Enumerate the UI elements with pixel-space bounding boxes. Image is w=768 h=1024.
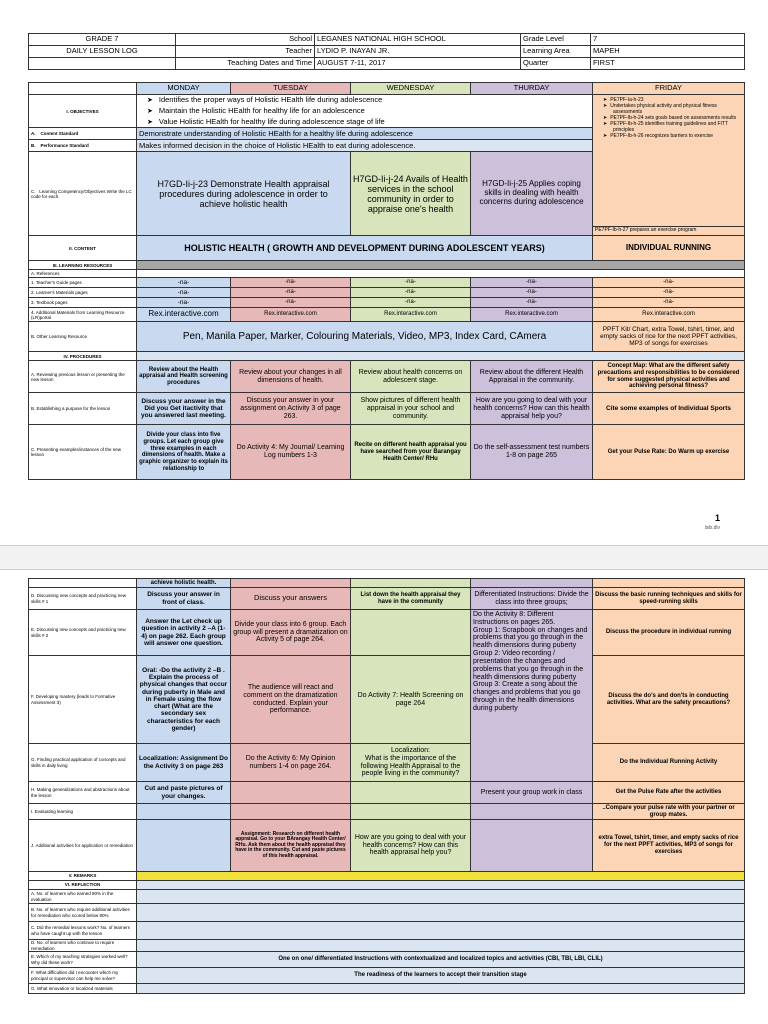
- performance-standard-text: Makes informed decision in the choice of Holistic HEalth to eat during adolescence.: [137, 140, 593, 152]
- header-title-line2: DAILY LESSON LOG: [29, 46, 176, 58]
- quarter-value: FIRST: [591, 58, 745, 70]
- resource-cell: -na-: [593, 288, 745, 298]
- objective-item: ➤ Maintain the Holistic HEalth for healthy life for an adolescence: [147, 106, 590, 117]
- procedure-b-label: B. Establishing a purpose for the lesson: [29, 393, 137, 425]
- procedure-g-friday: Do the Individual Running Activity: [593, 744, 745, 782]
- lesson-table-page2: [28, 578, 745, 994]
- competency-wednesday: H7GD-Ii-j-24 Avails of Health services in the school community in order to appraise one's health: [351, 152, 471, 236]
- objectives-list: [137, 95, 593, 128]
- procedure-h-thursday: Present your group work in class: [471, 782, 593, 804]
- other-resource-friday: PPFT Kit/ Chart, extra Towel, tshirt, timer, and empty sacks of rice for the next PPFT activities, MP3 of songs for exercises: [593, 322, 745, 352]
- content-main: HOLISTIC HEALTH ( GROWTH AND DEVELOPMENT DURING ADOLESCENT YEARS): [137, 236, 593, 261]
- other-resource-label: B. Other Learning Resource: [29, 322, 137, 352]
- procedure-g-wednesday: Localization: What is the importance of the following Health Appraisal to the people living in the community?: [351, 744, 471, 782]
- procedure-j-tuesday: Assignment: Research on different health appraisal. Go to your BArangay Health Center/ RHu. Ask them about the health appraisal they have in the community. Cut and paste pictures of this health appraisal.: [231, 820, 351, 872]
- procedure-f-wednesday: Do Activity 7: Health Screening on page 264: [351, 656, 471, 744]
- procedure-a-wednesday: Review about health concerns on adolescent stage.: [351, 361, 471, 393]
- objective-item: ➤ Value Holistic HEalth for healthy life during adolescence stage of life: [147, 117, 590, 128]
- procedure-d-tuesday: Discuss your answers: [231, 588, 351, 610]
- remarks-label: V. REMARKS: [29, 872, 137, 881]
- procedure-h-monday: Cut and paste pictures of your changes.: [137, 782, 231, 804]
- area-label: Learning Area: [521, 46, 591, 58]
- reflection-row-label: G. What innovation or localized materials: [29, 984, 137, 994]
- procedure-b-wednesday: Show pictures of different health appraisal in your school and community.: [351, 393, 471, 425]
- dates-value: AUGUST 7-11, 2017: [315, 58, 521, 70]
- procedure-a-friday: Concept Map: What are the different safety precautions and responsibilities to be considered for some suggested physical activities and achieving personal fitness?: [593, 361, 745, 393]
- dates-label: Teaching Dates and Time: [176, 58, 315, 70]
- reflection-row-label: A. No. of learners who earned 80% in the evaluation: [29, 890, 137, 904]
- resource-link-cell: Rex.interactive.com: [593, 308, 745, 322]
- resource-cell: -na-: [231, 288, 351, 298]
- procedure-i-friday: ..Compare your pulse rate with your partner or group mates.: [593, 804, 745, 820]
- competency-label: C. Learning Competency/Objectives Write the LC code for each.: [29, 152, 137, 236]
- procedure-e-label: E. Discussing new concepts and practicing new skills # 2: [29, 610, 137, 656]
- procedure-thursday-group-activity: Do the Activity 8: Different Instructions on pages 265. Group 1: Scrapbook on changes and problems that you go through in the health dimensions during puberty Group 2: Video recording / presentation the changes and problems that you go through in the health dimensions during puberty Group 3: Create a song about the changes and problems that you go through in the health dimensions during puberty: [471, 610, 593, 782]
- procedure-f-label: F. Developing mastery (leads to Formative Assessment 3): [29, 656, 137, 744]
- procedure-d-wednesday: List down the health appraisal they have in the community: [351, 588, 471, 610]
- resource-cell: -na-: [593, 298, 745, 308]
- content-label: II. CONTENT: [29, 236, 137, 261]
- page-footer-note: lsib.dlv: [704, 525, 720, 531]
- procedure-a-thursday: Review about the different Health Appraisal in the community.: [471, 361, 593, 393]
- procedure-j-friday: extra Towel, tshirt, timer, and empty sacks of rice for the next PPFT activities, MP3 of songs for exercises: [593, 820, 745, 872]
- procedure-e-friday: Discuss the procedure in individual running: [593, 610, 745, 656]
- reflection-row-label: D. No. of learners who continue to require remediation: [29, 940, 137, 952]
- resource-cell: -na-: [471, 278, 593, 288]
- procedure-g-label: G. Finding practical application of concepts and skills in daily living: [29, 744, 137, 782]
- day-header-thursday: THURDAY: [471, 83, 593, 95]
- resource-row-label: 4. Additional Materials from Learning Resource (LR)portal: [29, 308, 137, 322]
- procedure-b-monday: Discuss your answer in the Did you Get itactivity that you answered last meeting.: [137, 393, 231, 425]
- procedure-d-label: D. Discussing new concepts and practicing new skills # 1: [29, 588, 137, 610]
- procedure-c-wednesday: Recite on different health appraisal you have searched from your Barangay Health Center/ RHu: [351, 425, 471, 480]
- references-label: A. References: [29, 270, 137, 278]
- reflection-row-label: E. Which of my teaching strategies worked well? Why did these work?: [29, 952, 137, 968]
- friday-objective-item: ➤ PE7PF-Ia-h-23: [603, 97, 742, 103]
- resource-cell: -na-: [137, 288, 231, 298]
- competency-monday-tuesday: H7GD-Ii-j-23 Demonstrate Health appraisal procedures during adolescence in order to achieve holistic health: [137, 152, 351, 236]
- competency-thursday: H7GD-Ii-j-25 Applies coping skills in dealing with health concerns during adolescence: [471, 152, 593, 236]
- resources-label: III. LEARNING RESOURCES: [29, 261, 137, 270]
- procedures-label: IV. PROCEDURES: [29, 352, 137, 361]
- procedure-c-monday: Divide your class into five groups. Let each group give three examples in each dimensions of health. Make a graphic organizer to explain its relationship to: [137, 425, 231, 480]
- reflection-row-label: B. No. of learners who require additional activities for remediation who scored below 80%: [29, 904, 137, 922]
- school-value: LEGANES NATIONAL HIGH SCHOOL: [315, 34, 521, 46]
- content-friday: INDIVIDUAL RUNNING: [593, 236, 745, 261]
- procedure-f-tuesday: The audience will react and comment on the dramatization conducted. Explain your performance.: [231, 656, 351, 744]
- procedure-b-tuesday: Discuss your answer in your assignment on Activity 3 of page 263.: [231, 393, 351, 425]
- area-value: MAPEH: [591, 46, 745, 58]
- procedure-a-tuesday: Review about your changes in all dimensions of health.: [231, 361, 351, 393]
- other-resource-main: Pen, Manila Paper, Marker, Colouring Materials, Video, MP3, Index Card, CAmera: [137, 322, 593, 352]
- day-header-friday: FRIDAY: [593, 83, 745, 95]
- resource-link-cell: Rex.interactive.com: [137, 308, 231, 322]
- procedure-e-tuesday: Divide your class into 6 group. Each group will present a dramatization on Activity 5 of page 264.: [231, 610, 351, 656]
- procedure-h-friday: Get the Pulse Rate after the activities: [593, 782, 745, 804]
- school-label: School: [176, 34, 315, 46]
- procedure-j-label: J. Additional activities for application or remediation: [29, 820, 137, 872]
- resource-cell: -na-: [231, 278, 351, 288]
- procedure-c-label: C. Presenting examples/instances of the new lesson: [29, 425, 137, 480]
- performance-standard-label: B. Performance Standard: [29, 140, 137, 152]
- resource-link-cell: Rex.interactive.com: [471, 308, 593, 322]
- procedure-d-monday: Discuss your answer in front of class.: [137, 588, 231, 610]
- lesson-table-page1: [28, 82, 745, 480]
- procedure-a-monday: Review about the Health appraisal and Health screening procedures: [137, 361, 231, 393]
- page-number: 1: [714, 513, 720, 523]
- grade-label: Grade Level: [521, 34, 591, 46]
- grade-value: 7: [591, 34, 745, 46]
- content-standard-label: A. Content Standard: [29, 128, 137, 140]
- procedure-c-thursday: Do the self-assessment test numbers 1-8 on page 265: [471, 425, 593, 480]
- procedure-c-friday: Get your Pulse Rate: Do Warm up exercise: [593, 425, 745, 480]
- friday-objective-item: ➤ Undertakes physical activity and physical fitness assessments: [603, 103, 742, 115]
- procedure-d-thursday: Differentiated Instructions: Divide the class into three groups;: [471, 588, 593, 610]
- day-header-tuesday: TUESDAY: [231, 83, 351, 95]
- procedure-f-monday: Oral: -Do the activity 2 –B . Explain the process of physical changes that occur during puberty in Male and in Female using the flow chart (What are the secondary sex characteristics for each gender): [137, 656, 231, 744]
- day-header-wednesday: WEDNESDAY: [351, 83, 471, 95]
- objective-item: ➤ Identifies the proper ways of Holistic HEalth life during adolescence: [147, 95, 590, 106]
- procedure-b-thursday: How are you going to deal with your health concerns? How can this health appraisal help you?: [471, 393, 593, 425]
- resource-cell: -na-: [351, 298, 471, 308]
- resource-cell: -na-: [351, 278, 471, 288]
- resource-row-label: 1. Teacher's Guide pages: [29, 278, 137, 288]
- resource-cell: -na-: [231, 298, 351, 308]
- procedure-g-monday: Localization: Assignment Do the Activity 3 on page 263: [137, 744, 231, 782]
- resource-cell: -na-: [593, 278, 745, 288]
- reflection-row-label: F. What difficulties did I encounter which my principal or supervisor can help me solve?: [29, 968, 137, 984]
- friday-objectives: [593, 95, 745, 227]
- resource-cell: -na-: [471, 288, 593, 298]
- procedure-i-label: I. Evaluating learning: [29, 804, 137, 820]
- resource-cell: -na-: [351, 288, 471, 298]
- teacher-value: LYDIO P. INAYAN JR.: [315, 46, 521, 58]
- day-header-monday: MONDAY: [137, 83, 231, 95]
- content-standard-text: Demonstrate understanding of Holistic HEalth for a healthy life during adolescence: [137, 128, 593, 140]
- resource-row-label: 2. Learner's Materials pages: [29, 288, 137, 298]
- objectives-label: I. OBJECTIVES: [29, 95, 137, 128]
- reflection-label: VI. REFLECTION: [29, 881, 137, 890]
- resource-link-cell: Rex.interactive.com: [351, 308, 471, 322]
- friday-objective-item: ➤ PE7PF-Ib-h-26 recognizes barriers to exercise: [603, 133, 742, 139]
- resource-cell: -na-: [137, 298, 231, 308]
- procedure-e-monday: Answer the Let check up question in activity 2 –A (1-4) on page 262. Each group will answer one question.: [137, 610, 231, 656]
- resource-cell: -na-: [471, 298, 593, 308]
- resource-row-label: 3. Textbook pages: [29, 298, 137, 308]
- reflection-difficulties: The readiness of the learners to accept their transition stage: [137, 968, 745, 984]
- reflection-row-label: C. Did the remedial lessons work? No. of learners who have caught up with the lesson: [29, 922, 137, 940]
- reflection-strategies: One on one/ differentiated Instructions with contextualized and localized topics and activities (CBI, TBI, LBI, CLIL): [137, 952, 745, 968]
- procedure-g-tuesday: Do the Activity 6: My Opinion numbers 1-4 on page 264.: [231, 744, 351, 782]
- procedure-f-friday: Discuss the do's and don'ts in conducting activities. What are the safety precautions?: [593, 656, 745, 744]
- friday-objective-item: ➤ PE7PF-Ib-h-25 identifies training guidelines and FITT principles: [603, 121, 742, 133]
- quarter-label: Quarter: [521, 58, 591, 70]
- competency-friday-footer: PE7PF-Ib-h-27 prepares an exercise program: [593, 227, 745, 236]
- header-table: [28, 33, 745, 70]
- procedure-h-label: H. Making generalizations and abstractions about the lesson: [29, 782, 137, 804]
- teacher-label: Teacher: [176, 46, 315, 58]
- resource-link-cell: Rex.interactive.com: [231, 308, 351, 322]
- procedure-b-friday: Cite some examples of Individual Sports: [593, 393, 745, 425]
- header-title-line1: GRADE 7: [29, 34, 176, 46]
- friday-objective-item: ➤ PE7PF-Ib-h-24 sets goals based on assessments results: [603, 115, 742, 121]
- page-gap: [0, 545, 768, 570]
- procedure-c-tuesday: Do Activity 4: My Journal/ Learning Log numbers 1-3: [231, 425, 351, 480]
- resource-cell: -na-: [137, 278, 231, 288]
- page-2: [0, 570, 768, 1024]
- procedure-d-friday: Discuss the basic running techniques and skills for speed-running skills: [593, 588, 745, 610]
- procedure-c-monday-continued: achieve holistic health.: [137, 579, 231, 588]
- procedure-j-wednesday: How are you going to deal with your health concerns? How can this health appraisal help you?: [351, 820, 471, 872]
- procedure-a-label: A. Reviewing previous lesson or presenting the new lesson: [29, 361, 137, 393]
